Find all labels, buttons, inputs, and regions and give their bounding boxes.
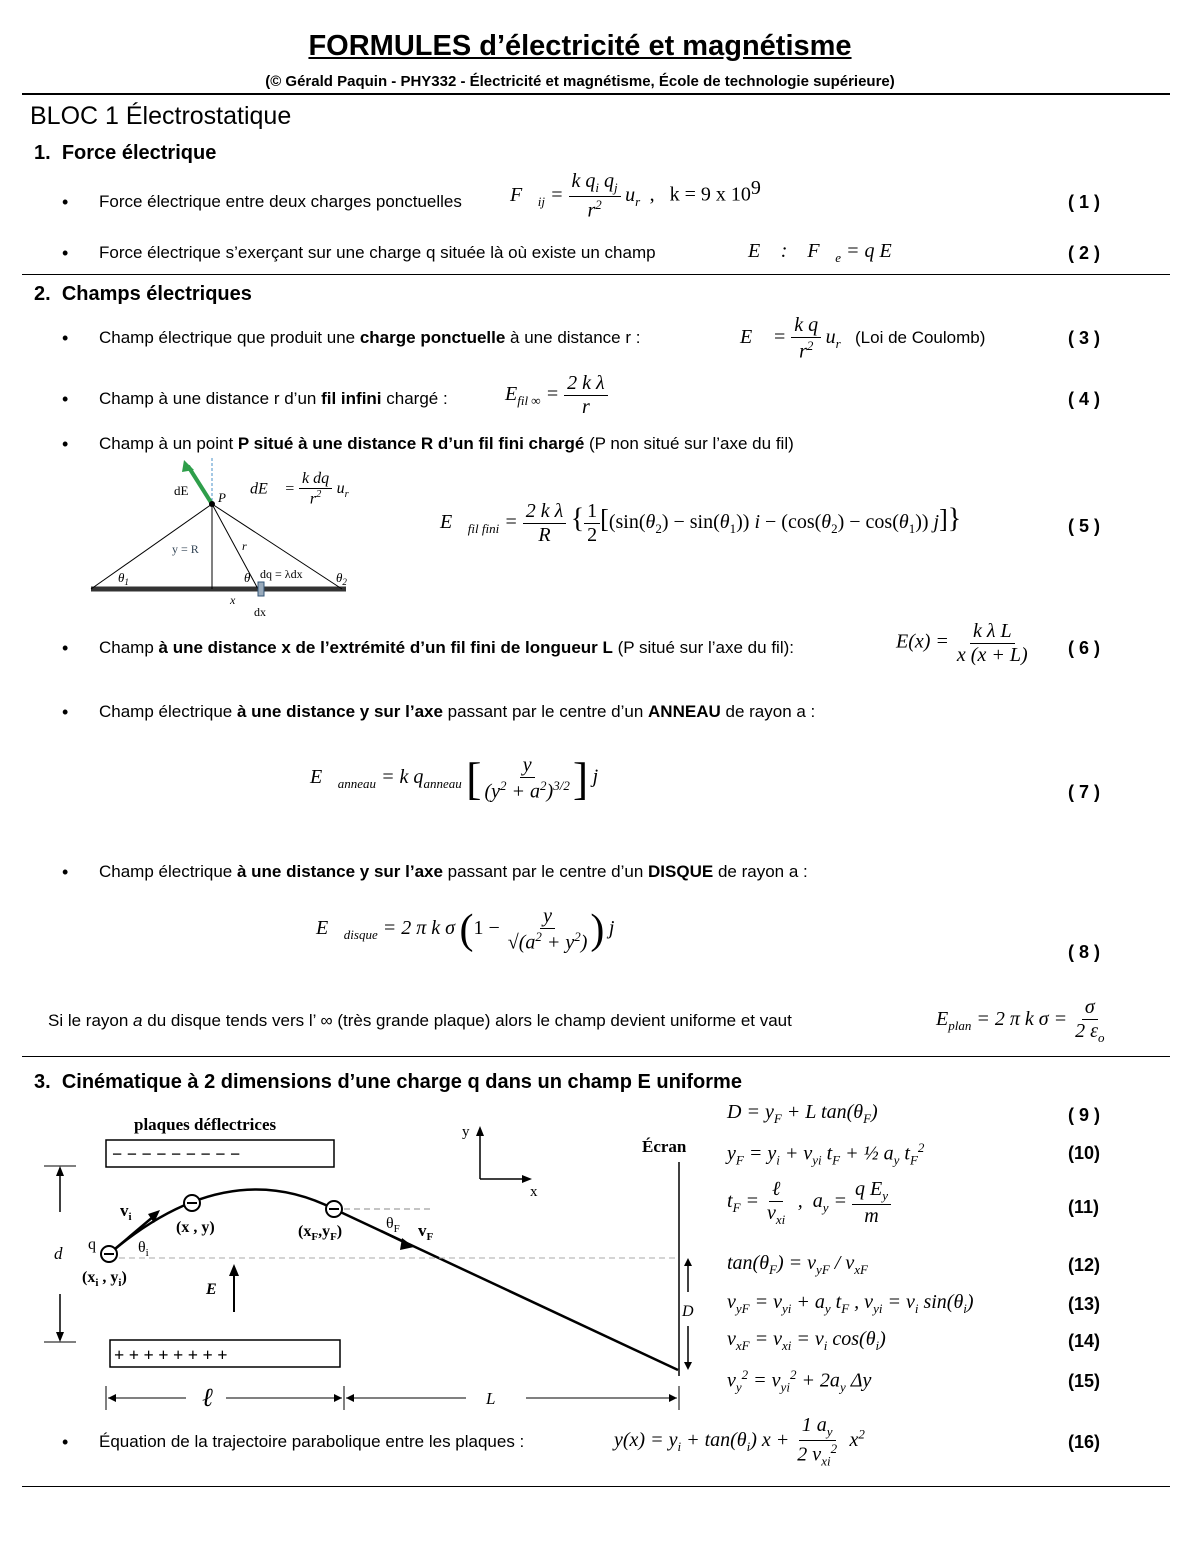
equation-number: ( 8 ) xyxy=(1068,942,1101,962)
equation-number: ( 5 ) xyxy=(1068,516,1101,536)
deflection-plates-diagram xyxy=(36,1104,726,1424)
formula-9: $D = y_F + L$ $\tan(\theta_F)$ xyxy=(727,1101,878,1126)
label-theta1: $\theta_1$ xyxy=(118,570,129,587)
label-dx: dx xyxy=(254,605,266,619)
equation-number: ( 2 ) xyxy=(1068,243,1101,263)
equation-number: ( 9 ) xyxy=(1068,1105,1101,1125)
bloc-title: BLOC 1 Électrostatique xyxy=(30,102,292,130)
equation-number: (10) xyxy=(1068,1143,1101,1163)
item-force-two-charges: Force électrique entre deux charges ponctuelles xyxy=(99,192,462,211)
section-heading-1: 1. Force électrique xyxy=(34,142,217,164)
bullet-icon: • xyxy=(62,389,69,409)
dE-vector xyxy=(188,466,212,504)
label-D: D xyxy=(682,1303,694,1320)
equation-number: ( 4 ) xyxy=(1068,389,1101,409)
label-L: L xyxy=(486,1389,496,1408)
label-vF: $v_F$ xyxy=(418,1221,434,1243)
formula-10: $y_F = y_i + v_{yi}$ $t_F$ + ½ $a_y$ $t_F^2$ xyxy=(727,1140,925,1168)
bullet-icon: • xyxy=(62,1432,69,1452)
label-xFyF: $(x_F,y_F)$ xyxy=(298,1223,343,1243)
label-P: P xyxy=(218,490,226,505)
minus-signs: − − − − − − − − − xyxy=(112,1144,241,1164)
formula-force-field: E⃗ : $F⃗_e = q$ E⃗ xyxy=(748,240,908,265)
item-trajectory: Équation de la trajectoire parabolique entre les plaques : xyxy=(99,1432,525,1451)
label-plates: plaques déflectrices xyxy=(134,1115,277,1134)
disc-infinite-note: Si le rayon a du disque tends vers l’ ∞ (très grande plaque) alors le champ devient uniforme et vaut xyxy=(48,1011,792,1030)
label-theta: θ xyxy=(244,570,251,585)
label-thetai: $\theta_i$ xyxy=(138,1239,149,1259)
label-thetaF: $\theta_F$ xyxy=(386,1215,400,1235)
formula-point-charge: E⃗ = $\frac{\text{k q}}{r^2}$ $u_r$ xyxy=(740,314,841,363)
divider xyxy=(22,93,1170,95)
formula-13: $v_{yF} = v_{yi} + a_y$ $t_F$ , $v_{yi} = v_i$ $\sin(\theta_i)$ xyxy=(727,1291,974,1316)
formula-finite-wire: $E⃗_{fil fini}$ = $\frac{\text{2 k λ}}{R}$ { $\frac{1}{2}$ [$(\sin(\theta_2) - \sin(\theta_1)) i - (\cos(\theta_2) - \cos(\theta_1))$ j]} xyxy=(440,500,962,546)
label-yR: y = R xyxy=(172,542,199,556)
label-dE: dE xyxy=(174,483,189,498)
item-force-in-field: Force électrique s’exerçant sur une charge q située là où existe un champ xyxy=(99,243,656,262)
item-finite-wire: Champ à un point P situé à une distance R d’un fil fini chargé (P non situé sur l’axe du fil) xyxy=(99,434,794,453)
formula-infinite-wire: $E_{fil \infty}$ = $\frac{\text{2 k λ}}{r}$ xyxy=(505,372,608,419)
bullet-icon: • xyxy=(62,862,69,882)
equation-number: ( 3 ) xyxy=(1068,328,1101,348)
label-d: d xyxy=(54,1244,63,1263)
formula-wire-axis: E(x) = $\frac{\text{k λ L}}{x (x + L)}$ xyxy=(896,620,1028,666)
equation-number: (12) xyxy=(1068,1255,1101,1275)
label-r: r xyxy=(242,539,247,553)
page-subtitle: (© Gérald Paquin - PHY332 - Électricité et magnétisme, École de technologie supérieure) xyxy=(265,73,895,90)
label-E: E xyxy=(206,1281,217,1298)
label-theta2: $\theta_2$ xyxy=(336,570,347,587)
formula-14: $v_{xF} = v_{xi} = v_i$ $\cos(\theta_i)$ xyxy=(727,1328,886,1353)
section-heading-2: 2. Champs électriques xyxy=(34,283,252,305)
equation-number: ( 6 ) xyxy=(1068,638,1101,658)
formula-dE: dE⃗ = $\frac{\text{k dq}}{r^2}$ $u_r$ xyxy=(250,470,349,508)
equation-number: (14) xyxy=(1068,1331,1101,1351)
label-dq: dq = λdx xyxy=(260,567,303,581)
formula-disc: $E⃗_{disque} = 2$ π k σ (1 − $\frac{y}{√(a^2 + y^2)}$ ) j⃗ xyxy=(316,905,630,954)
divider xyxy=(22,274,1170,275)
item-infinite-wire: Champ à une distance r d’un fil infini chargé : xyxy=(99,389,448,408)
item-disc-field: Champ électrique à une distance y sur l’axe passant par le centre d’un DISQUE de rayon a : xyxy=(99,862,808,881)
page-title: FORMULES d’électricité et magnétisme xyxy=(308,30,852,62)
equation-number: (16) xyxy=(1068,1432,1101,1452)
label-q: q xyxy=(88,1236,96,1253)
plus-signs: + + + + + + + + xyxy=(114,1345,228,1365)
bullet-icon: • xyxy=(62,638,69,658)
section-heading-3: 3. Cinématique à 2 dimensions d’une charge q dans un champ E uniforme xyxy=(34,1071,742,1093)
bullet-icon: • xyxy=(62,434,69,454)
axis-y-label: y xyxy=(462,1124,470,1140)
label-screen: Écran xyxy=(642,1137,687,1156)
label-ell: ℓ xyxy=(202,1383,213,1412)
label-vi: $v_i$ xyxy=(120,1201,132,1223)
axis-x-label: x xyxy=(530,1184,538,1200)
item-wire-axis: Champ à une distance x de l’extrémité d’un fil fini de longueur L (P situé sur l’axe du fil): xyxy=(99,638,794,657)
label-x: x xyxy=(230,593,236,607)
bullet-icon: • xyxy=(62,192,69,212)
label-xiyi: ($x_i$ , $y_i$) xyxy=(82,1269,127,1289)
formula-15: $v_y^2 = v_{yi}^2 + 2a_y$ Δy xyxy=(727,1367,872,1395)
divider xyxy=(22,1056,1170,1057)
formula-coulomb-force: $F⃗_{ij}$ = $\frac{k q_i q_j}{r^2}$ $u_r$ , k = 9 x $10^9$ xyxy=(510,170,761,222)
bullet-icon: • xyxy=(62,702,69,722)
item-ring-field: Champ électrique à une distance y sur l’axe passant par le centre d’un ANNEAU de rayon a : xyxy=(99,702,816,721)
equation-number: ( 1 ) xyxy=(1068,192,1101,212)
divider xyxy=(22,1486,1170,1487)
label-xy: (x , y) xyxy=(176,1219,215,1236)
formula-12: $\tan(\theta_F) = v_{yF} / v_{xF}$ xyxy=(727,1252,868,1277)
formula-ring: $E⃗_{anneau} = k$ $q_{anneau}$ [ $\frac{y}{(y^2 + a^2)^{3/2}}$ ] j xyxy=(310,753,599,804)
coulomb-law-note: (Loi de Coulomb) xyxy=(855,328,986,347)
bullet-icon: • xyxy=(62,243,69,263)
equation-number: (15) xyxy=(1068,1371,1101,1391)
formula-16: $y(x) = y_i + \tan(\theta_i) x$ + $\frac{1 a_y}{2 v_{xi}^2}$ $x^2$ xyxy=(614,1414,865,1469)
equation-number: (13) xyxy=(1068,1294,1101,1314)
formula-plane: $E_{plan} = 2$ π k σ = $\frac{\sigma}{2 \varepsilon_o}$ xyxy=(936,996,1105,1045)
equation-number: ( 7 ) xyxy=(1068,782,1101,802)
formula-11: $t_F$ = $\frac{\text{ℓ}}{v_{xi}}$ , $a_y$ = $\frac{q E_y}{m}$ xyxy=(727,1178,891,1228)
item-point-charge-field: Champ électrique que produit une charge ponctuelle à une distance r : xyxy=(99,328,641,347)
equation-number: (11) xyxy=(1068,1197,1100,1217)
bullet-icon: • xyxy=(62,328,69,348)
